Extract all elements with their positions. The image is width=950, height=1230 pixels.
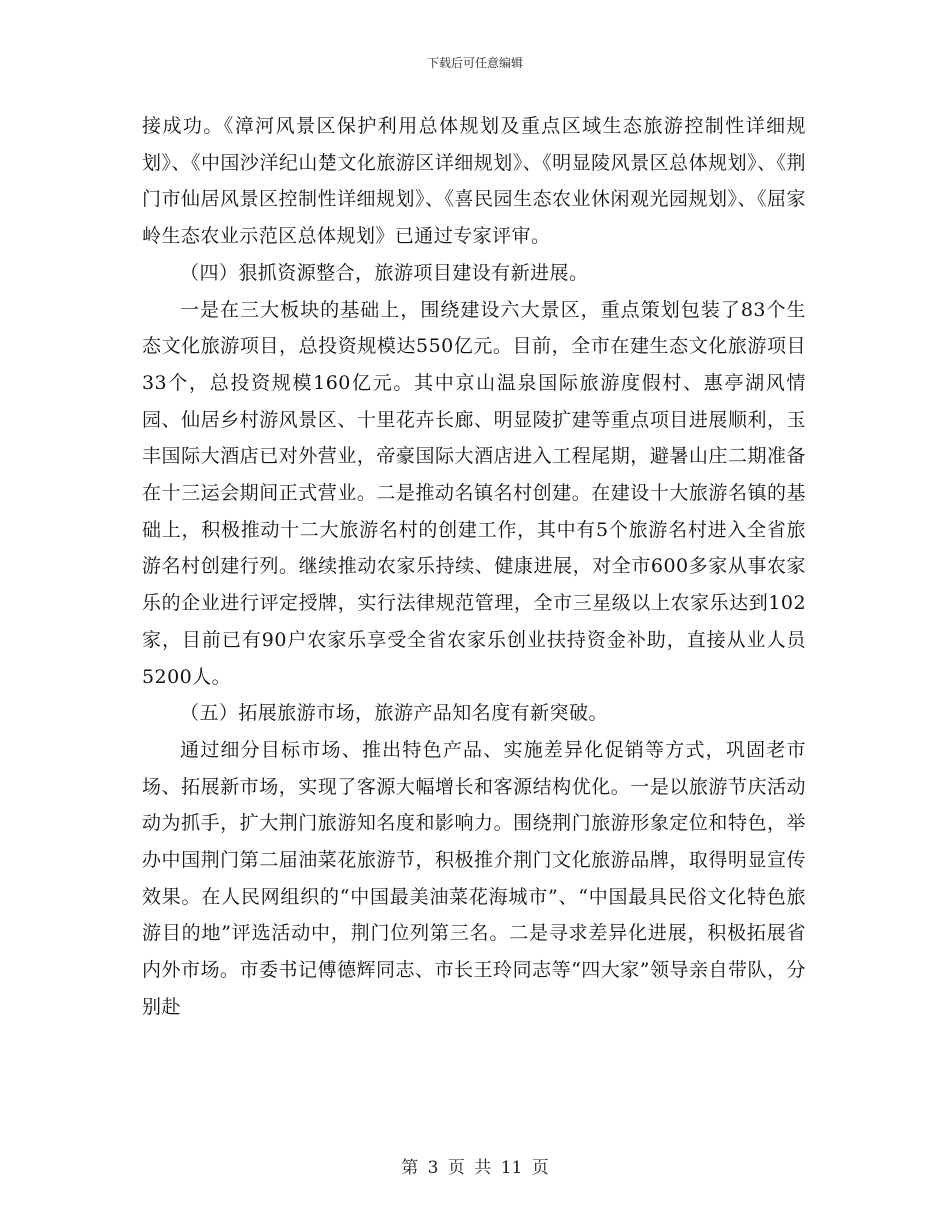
paragraph-project-construction: 一是在三大板块的基础上，围绕建设六大景区，重点策划包装了83个生态文化旅游项目，总投资规模达550亿元。目前，全市在建生态文化旅游项目33个，总投资规模160亿元。其中京山温泉国际旅游度假村、惠亭湖风情园、仙居乡村游风景区、十里花卉长廊、明显陵扩建等重点项目进展顺利，玉丰国际大酒店已对外营业，帝豪国际大酒店进入工程尾期，避暑山庄二期准备在十三运会期间正式营业。二是推动名镇名村创建。在建设十大旅游名镇的基础上，积极推动十二大旅游名村的创建工作，其中有5个旅游名村进入全省旅游名村创建行列。继续推动农家乐持续、健康进展，对全市600多家从事农家乐的企业进行评定授牌，实行法律规范管理，全市三星级以上农家乐达到102家，目前已有90户农家乐享受全省农家乐创业扶持资金补助，直接从业人员5200人。 [142, 298, 806, 688]
paragraph-plans-approved: 接成功。《漳河风景区保护利用总体规划及重点区域生态旅游控制性详细规划》、《中国沙洋纪山楚文化旅游区详细规划》、《明显陵风景区总体规划》、《荆门市仙居风景区控制性详细规划》、《喜民园生态农业休闲观光园规划》、《屈家岭生态农业示范区总体规划》已通过专家评审。 [142, 115, 806, 248]
section-heading-5: （五）拓展旅游市场，旅游产品知名度有新突破。 [180, 702, 608, 725]
paragraph-market-expansion: 通过细分目标市场、推出特色产品、实施差异化促销等方式，巩固老市场、拓展新市场，实现了客源大幅增长和客源结构优化。一是以旅游节庆活动动为抓手，扩大荆门旅游知名度和影响力。围绕荆门旅游形象定位和特色，举办中国荆门第二届油菜花旅游节，积极推介荆门文化旅游品牌，取得明显宣传效果。在人民网组织的“中国最美油菜花海城市”、“中国最具民俗文化特色旅游目的地”评选活动中，荆门位列第三名。二是寻求差异化进展，积极拓展省内外市场。市委书记傅德辉同志、市长王玲同志等“四大家”领导亲自带队，分别赴 [142, 738, 806, 1018]
section-heading-4: （四）狠抓资源整合，旅游项目建设有新进展。 [180, 261, 589, 284]
page-number-footer: 第 3 页 共 11 页 [401, 1158, 549, 1178]
document-body [142, 108, 806, 1026]
page-header: 下载后可任意编辑 [426, 56, 523, 70]
